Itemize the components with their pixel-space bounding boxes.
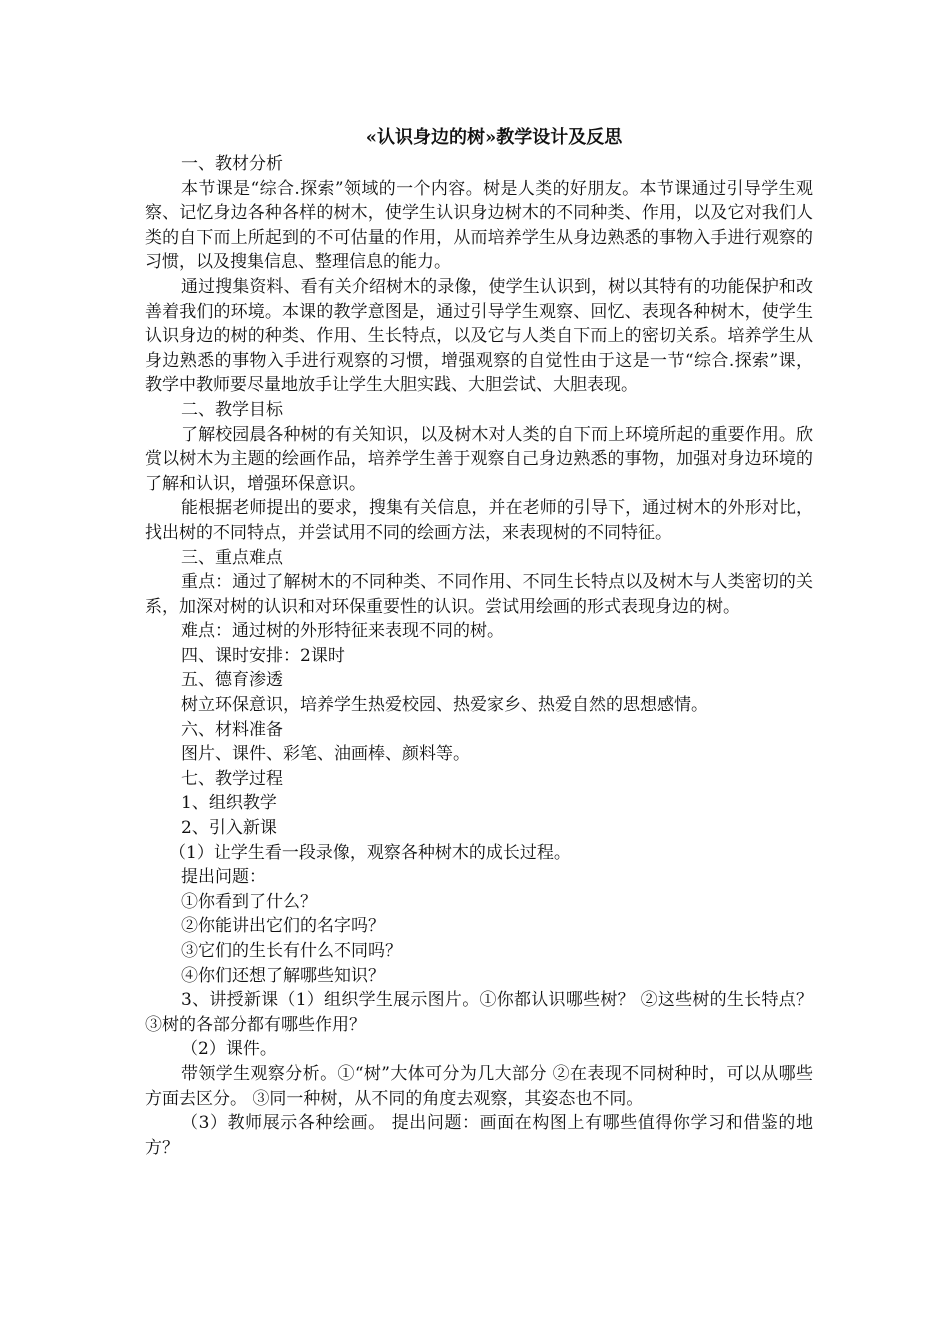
paragraph: 树立环保意识，培养学生热爱校园、热爱家乡、热爱自然的思想感情。 (181, 695, 708, 716)
paragraph: 2、引入新课 (181, 818, 277, 839)
paragraph: 图片、课件、彩笔、油画棒、颜料等。 (181, 744, 470, 765)
paragraph: ③它们的生长有什么不同吗？ (181, 941, 402, 961)
document-body (145, 126, 813, 1160)
paragraph: 3、讲授新课（1）组织学生展示图片。①你都认识哪些树？ ②这些树的生长特点？③树的各部分都有哪些作用？ (145, 990, 813, 1035)
paragraph: 六、材料准备 (181, 719, 283, 740)
paragraph: 1、组织教学 (181, 793, 277, 814)
paragraph: 带领学生观察分析。①“树”大体可分为几大部分 ②在表现不同树种时，可以从哪些方面去区分。 ③同一种树，从不同的角度去观察，其姿态也不同。 (145, 1063, 813, 1109)
paragraph: 五、德育渗透 (181, 670, 283, 691)
paragraph: （1）让学生看一段录像，观察各种树木的成长过程。 (169, 842, 571, 863)
paragraph: ①你看到了什么？ (181, 891, 317, 912)
paragraph: 七、教学过程 (181, 768, 283, 789)
paragraph: （3）教师展示各种绘画。 提出问题：画面在构图上有哪些值得你学习和借鉴的地方？ (145, 1113, 813, 1158)
paragraph: 二、教学目标 (181, 399, 283, 420)
paragraph: 难点：通过树的外形特征来表现不同的树。 (181, 621, 504, 642)
paragraph: 一、教材分析 (181, 154, 283, 174)
document-title: «认识身边的树»教学设计及反思 (365, 127, 623, 148)
paragraph: 三、重点难点 (181, 547, 283, 568)
paragraph: ②你能讲出它们的名字吗？ (181, 916, 385, 937)
paragraph: 本节课是“综合.探索”领域的一个内容。树是人类的好朋友。本节课通过引导学生观察、记忆身边各种各样的树木，使学生认识身边树木的不同种类、作用，以及它对我们人类的自下而上所起到的不可估量的作用，从而培养学生从身边熟悉的事物入手进行观察的习惯，以及搜集信息、整理信息的能力。 (145, 178, 813, 273)
paragraph: 能根据老师提出的要求，搜集有关信息，并在老师的引导下，通过树木的外形对比，找出树的不同特点，并尝试用不同的绘画方法，来表现树的不同特征。 (145, 498, 813, 543)
paragraph: 重点：通过了解树木的不同种类、不同作用、不同生长特点以及树木与人类密切的关系，加深对树的认识和对环保重要性的认识。尝试用绘画的形式表现身边的树。 (145, 572, 813, 617)
paragraph: 了解校园晨各种树的有关知识，以及树木对人类的自下而上环境所起的重要作用。欣赏以树木为主题的绘画作品，培养学生善于观察自己身边熟悉的事物，加强对身边环境的了解和认识，增强环保意识。 (145, 424, 813, 494)
paragraph: ④你们还想了解哪些知识？ (181, 965, 385, 986)
paragraph-list (145, 152, 813, 1160)
paragraph: 四、课时安排：2课时 (181, 645, 345, 666)
paragraph: 提出问题： (181, 867, 266, 888)
paragraph: 通过搜集资料、看有关介绍树木的录像，使学生认识到，树以其特有的功能保护和改善着我们的环境。本课的教学意图是，通过引导学生观察、回忆、表现各种树木，使学生认识身边的树的种类、作用、生长特点，以及它与人类自下而上的密切关系。培养学生从身边熟悉的事物入手进行观察的习惯，增强观察的自觉性由于这是一节“综合.探索”课，教学中教师要尽量地放手让学生大胆实践、大胆尝试、大胆表现。 (145, 276, 813, 396)
paragraph: （2）课件。 (181, 1039, 277, 1060)
